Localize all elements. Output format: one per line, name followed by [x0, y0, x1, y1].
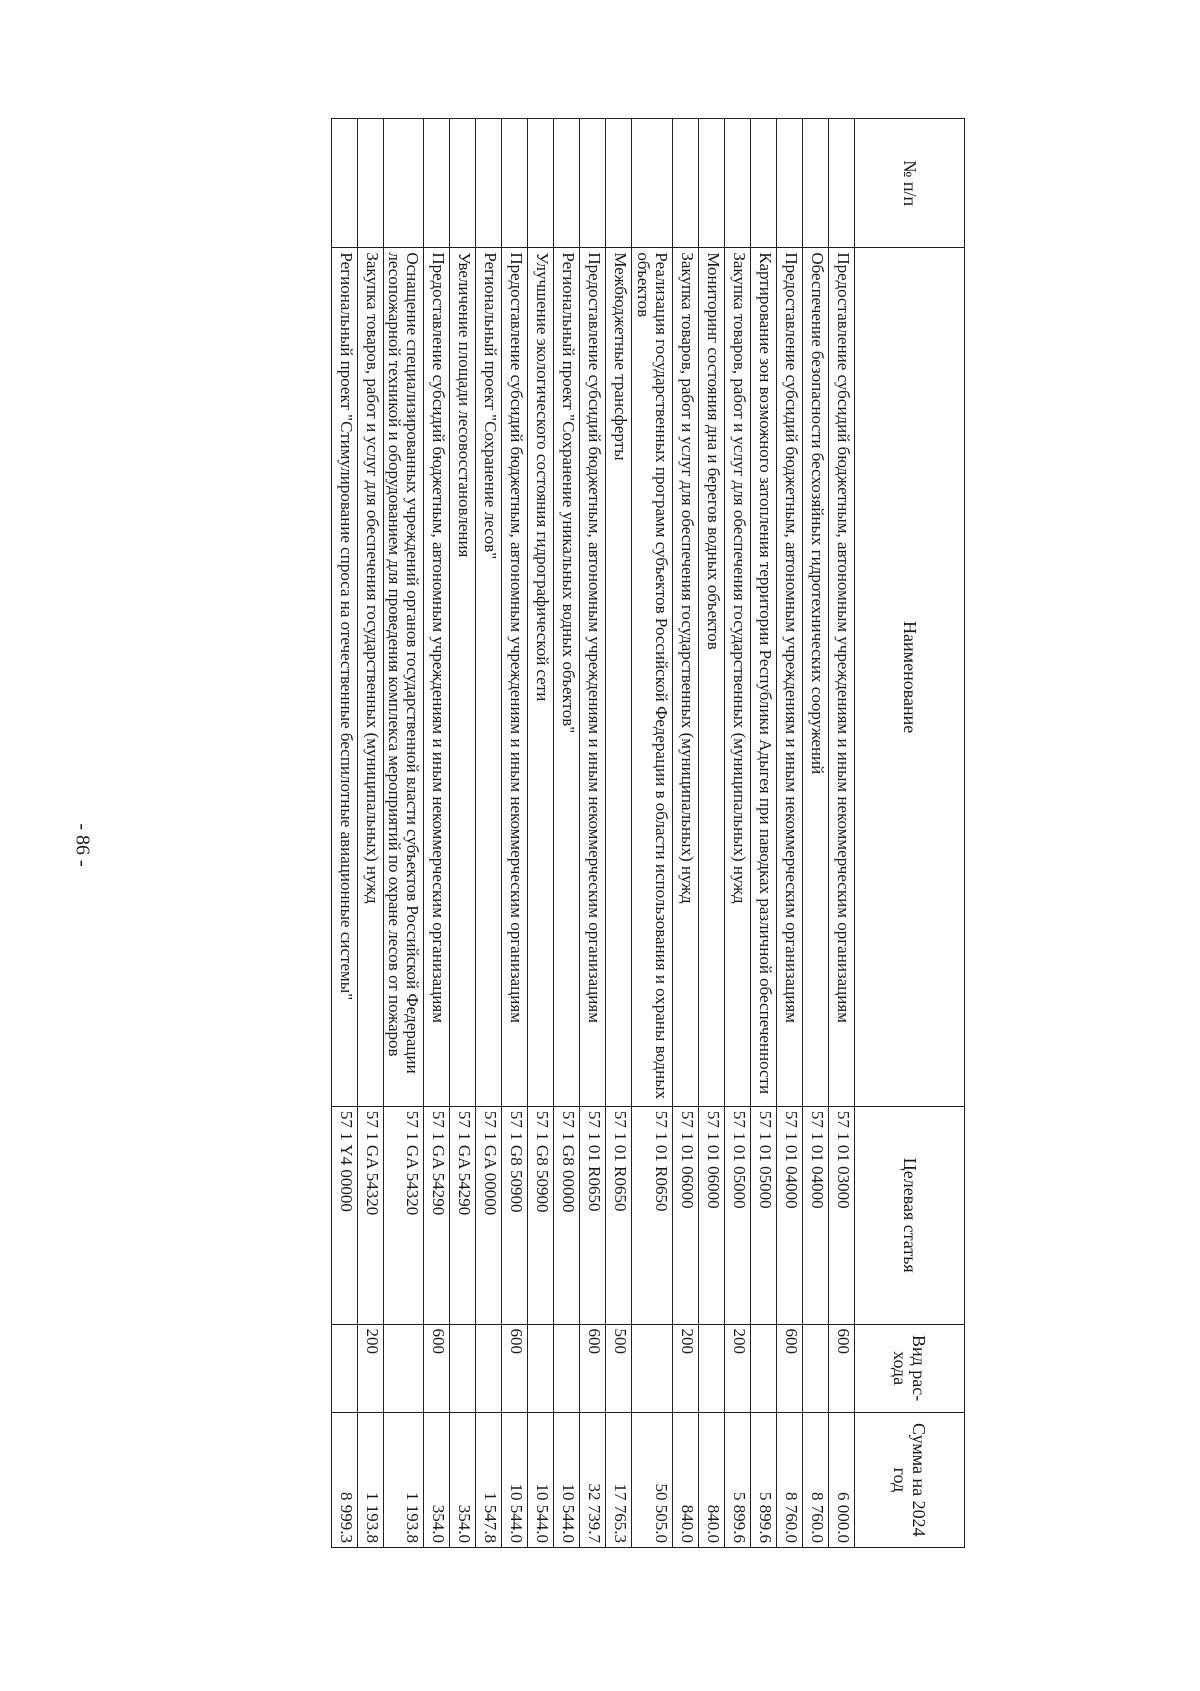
cell-type	[699, 1324, 725, 1412]
cell-name: Предоставление субсидий бюджетным, автономным учреждениям и иным некоммерческим организациям	[580, 248, 606, 1107]
cell-code: 57 1 GA 54320	[357, 1106, 383, 1324]
cell-type	[554, 1324, 580, 1412]
table-row	[528, 119, 554, 1548]
cell-name: Оснащение специализированных учреждений органов государственной власти субъектов Российской Федерации лесопожарной техникой и оборудованием для проведения комплекса мероприятий по охране лесов от пожаров	[383, 248, 424, 1107]
cell-name: Закупка товаров, работ и услуг для обеспечения государственных (муниципальных) нужд	[725, 248, 751, 1107]
table-row	[450, 119, 476, 1548]
table-body	[331, 119, 854, 1548]
cell-type: 600	[424, 1324, 450, 1412]
table-row	[383, 119, 424, 1548]
cell-name: Предоставление субсидий бюджетным, автономным учреждениям и иным некоммерческим организациям	[502, 248, 528, 1107]
cell-name: Закупка товаров, работ и услуг для обеспечения государственных (муниципальных) нужд	[357, 248, 383, 1107]
cell-type: 600	[777, 1324, 803, 1412]
cell-code: 57 1 01 R0650	[606, 1106, 632, 1324]
table-row	[580, 119, 606, 1548]
cell-name: Предоставление субсидий бюджетным, автономным учреждениям и иным некоммерческим организациям	[829, 248, 855, 1107]
cell-type: 200	[725, 1324, 751, 1412]
cell-sum: 10 544.0	[502, 1412, 528, 1547]
cell-type	[331, 1324, 357, 1412]
cell-num	[580, 119, 606, 248]
cell-type: 600	[502, 1324, 528, 1412]
cell-type: 200	[357, 1324, 383, 1412]
cell-type	[632, 1324, 673, 1412]
cell-type: 600	[580, 1324, 606, 1412]
cell-code: 57 1 G8 50900	[502, 1106, 528, 1324]
cell-num	[450, 119, 476, 248]
cell-sum: 32 739.7	[580, 1412, 606, 1547]
cell-sum: 354.0	[450, 1412, 476, 1547]
table-header-row	[855, 119, 965, 1548]
cell-sum: 840.0	[673, 1412, 699, 1547]
header-num: № п/п	[855, 119, 965, 248]
cell-name: Предоставление субсидий бюджетным, автономным учреждениям и иным некоммерческим организациям	[777, 248, 803, 1107]
table-row	[476, 119, 502, 1548]
table-row	[424, 119, 450, 1548]
table-row	[751, 119, 777, 1548]
table-row	[725, 119, 751, 1548]
cell-name: Региональный проект "Сохранение уникальных водных объектов"	[554, 248, 580, 1107]
cell-sum: 1 547.8	[476, 1412, 502, 1547]
header-type: Вид рас-хода	[855, 1324, 965, 1412]
cell-name: Улучшение экологического состояния гидрографической сети	[528, 248, 554, 1107]
cell-num	[331, 119, 357, 248]
cell-type	[528, 1324, 554, 1412]
cell-code: 57 1 01 06000	[699, 1106, 725, 1324]
cell-type: 500	[606, 1324, 632, 1412]
cell-code: 57 1 01 05000	[725, 1106, 751, 1324]
cell-num	[357, 119, 383, 248]
cell-name: Мониторинг состояния дна и берегов водных объектов	[699, 248, 725, 1107]
cell-code: 57 1 01 04000	[777, 1106, 803, 1324]
cell-num	[502, 119, 528, 248]
table-row	[699, 119, 725, 1548]
cell-name: Реализация государственных программ субъектов Российской Федерации в области использования и охраны водных объектов	[632, 248, 673, 1107]
table-row	[554, 119, 580, 1548]
table-row	[803, 119, 829, 1548]
cell-num	[528, 119, 554, 248]
cell-num	[803, 119, 829, 248]
cell-sum: 5 899.6	[751, 1412, 777, 1547]
cell-code: 57 1 01 05000	[751, 1106, 777, 1324]
budget-table-container	[125, 118, 965, 1548]
cell-num	[699, 119, 725, 248]
cell-sum: 1 193.8	[383, 1412, 424, 1547]
cell-type: 600	[829, 1324, 855, 1412]
budget-table	[331, 118, 965, 1548]
cell-code: 57 1 01 03000	[829, 1106, 855, 1324]
header-sum: Сумма на 2024 год	[855, 1412, 965, 1547]
cell-type	[450, 1324, 476, 1412]
cell-name: Региональный проект "Стимулирование спроса на отечественные беспилотные авиационные системы"	[331, 248, 357, 1107]
cell-name: Картирование зон возможного затопления территории Республики Адыгея при паводках различной обеспеченности	[751, 248, 777, 1107]
cell-code: 57 1 01 R0650	[632, 1106, 673, 1324]
cell-sum: 8 760.0	[777, 1412, 803, 1547]
header-code: Целевая статья	[855, 1106, 965, 1324]
cell-name: Предоставление субсидий бюджетным, автономным учреждениям и иным некоммерческим организациям	[424, 248, 450, 1107]
cell-code: 57 1 01 06000	[673, 1106, 699, 1324]
header-name: Наименование	[855, 248, 965, 1107]
table-row	[829, 119, 855, 1548]
cell-code: 57 1 GA 54320	[383, 1106, 424, 1324]
cell-sum: 1 193.8	[357, 1412, 383, 1547]
cell-code: 57 1 GA 54290	[424, 1106, 450, 1324]
cell-num	[751, 119, 777, 248]
cell-code: 57 1 Y4 00000	[331, 1106, 357, 1324]
table-row	[606, 119, 632, 1548]
cell-num	[383, 119, 424, 248]
cell-sum: 50 505.0	[632, 1412, 673, 1547]
cell-num	[476, 119, 502, 248]
table-row	[331, 119, 357, 1548]
cell-name: Межбюджетные трансферты	[606, 248, 632, 1107]
cell-sum: 10 544.0	[554, 1412, 580, 1547]
cell-sum: 354.0	[424, 1412, 450, 1547]
cell-num	[632, 119, 673, 248]
cell-sum: 8 999.3	[331, 1412, 357, 1547]
cell-num	[725, 119, 751, 248]
cell-num	[777, 119, 803, 248]
cell-code: 57 1 GA 54290	[450, 1106, 476, 1324]
table-row	[632, 119, 673, 1548]
cell-num	[829, 119, 855, 248]
cell-sum: 6 000.0	[829, 1412, 855, 1547]
cell-sum: 10 544.0	[528, 1412, 554, 1547]
cell-type	[803, 1324, 829, 1412]
page-number: - 86 -	[71, 823, 94, 867]
cell-sum: 8 760.0	[803, 1412, 829, 1547]
cell-num	[424, 119, 450, 248]
table-row	[357, 119, 383, 1548]
cell-type	[751, 1324, 777, 1412]
cell-name: Закупка товаров, работ и услуг для обеспечения государственных (муниципальных) нужд	[673, 248, 699, 1107]
table-row	[673, 119, 699, 1548]
cell-name: Региональный проект "Сохранение лесов"	[476, 248, 502, 1107]
cell-code: 57 1 GA 00000	[476, 1106, 502, 1324]
cell-sum: 840.0	[699, 1412, 725, 1547]
table-row	[502, 119, 528, 1548]
cell-code: 57 1 G8 00000	[554, 1106, 580, 1324]
cell-name: Увеличение площади лесовосстановления	[450, 248, 476, 1107]
cell-num	[606, 119, 632, 248]
table-row	[777, 119, 803, 1548]
cell-name: Обеспечение безопасности бесхозяйных гидротехнических сооружений	[803, 248, 829, 1107]
cell-code: 57 1 G8 50900	[528, 1106, 554, 1324]
cell-code: 57 1 01 04000	[803, 1106, 829, 1324]
cell-type	[383, 1324, 424, 1412]
cell-num	[554, 119, 580, 248]
cell-type	[476, 1324, 502, 1412]
cell-sum: 17 765.3	[606, 1412, 632, 1547]
cell-sum: 5 899.6	[725, 1412, 751, 1547]
cell-code: 57 1 01 R0650	[580, 1106, 606, 1324]
cell-type: 200	[673, 1324, 699, 1412]
cell-num	[673, 119, 699, 248]
